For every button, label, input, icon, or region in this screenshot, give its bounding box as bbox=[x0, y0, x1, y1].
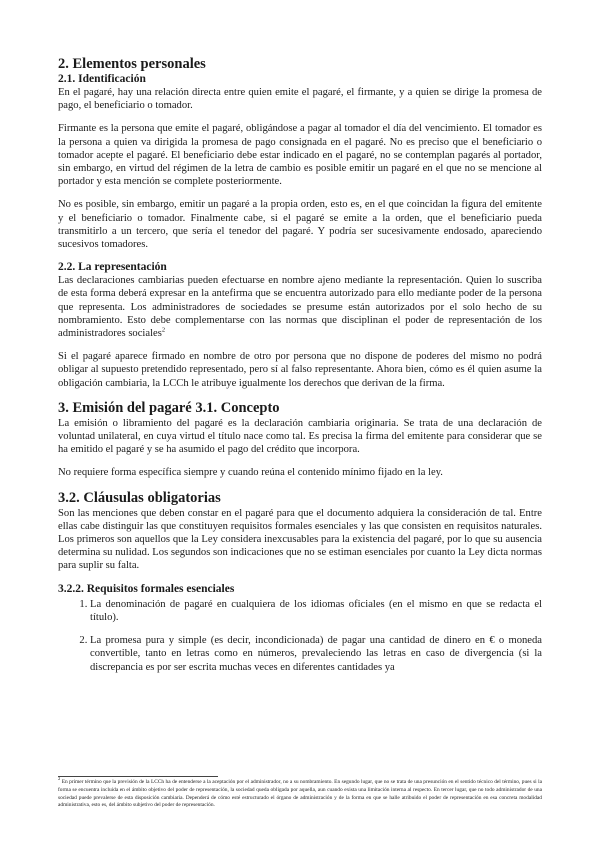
footnote bbox=[58, 776, 542, 810]
section-2-2-paragraph-2: Si el pagaré aparece firmado en nombre de otro por persona que no dispone de poderes del mismo no podrá obligar al supuesto pretendido representado, pero sí al falso representante. Ahora bien, cómo es él quien asume la obligación cambiaria, la LCCh le atribuye igualmente los derechos que derivan de la firma. bbox=[58, 351, 542, 389]
section-2-heading: 2. Elementos personales bbox=[58, 56, 206, 72]
list-item: 1. La denominación de pagaré en cualquiera de los idiomas oficiales (en el mismo en que se redacta el título). bbox=[90, 598, 542, 624]
section-2-1-heading: 2.1. Identificación bbox=[58, 73, 146, 85]
section-3-2-heading: 3.2. Cláusulas obligatorias bbox=[58, 489, 221, 506]
section-3-2-2-heading: 3.2.2. Requisitos formales esenciales bbox=[58, 582, 235, 595]
requirements-list bbox=[58, 598, 542, 674]
footnote-ref[interactable]: 2 bbox=[161, 326, 166, 334]
footnote-number: 2 bbox=[58, 776, 61, 782]
footnote-divider bbox=[58, 776, 218, 777]
section-2-2-paragraph-1-text: Las declaraciones cambiarias pueden efectuarse en nombre ajeno mediante la representación. Quien lo suscriba de esta forma deberá expresar en la antefirma que se encuentra autorizado para ello mediante poder de la persona que representa. Los administradores de sociedades se presume están autorizados por el solo hecho de su nombramiento. Esto debe complementarse con las normas que disciplinan el poder de representación de los administradores sociales bbox=[58, 275, 542, 340]
footnote-text: En primer término que la previsión de la LCCh ha de entenderse a la aceptación por el administrador, no a su nombramiento. En segundo lugar, que no se trata de una presunción en el sentido técnico del término, pues si la forma se encuentra incluida en el ámbito objetivo del poder de representación, la sociedad queda obligada por aquella, aun cuando exista una limitación interna al respecto. En tercer lugar, que no todo administrador de una sociedad puede prevalerse de esta disposición cambiaria. Dependerá de cómo esté estructurado el órgano de administración y de la forma en que se halle atribuido el poder de representación en esa concreta modalidad administrativa, esto es, del ámbito subjetivo del poder de representación. bbox=[58, 779, 542, 809]
section-2-2-paragraph-1 bbox=[58, 274, 542, 340]
section-2-1-paragraph-3: No es posible, sin embargo, emitir un pagaré a la propia orden, esto es, en el que coincidan la figura del emitente y el beneficiario o tomador. Finalmente cabe, si el pagaré se emite a la orden, que el beneficiario pueda transmitirlo a un tercero, que sería el tenedor del pagaré. Y podría ser sucesivamente endosado, apareciendo sucesivos tomadores. bbox=[58, 199, 542, 251]
list-item: 2. La promesa pura y simple (es decir, incondicionada) de pagar una cantidad de dinero en € o moneda convertible, tanto en letras como en números, prevaleciendo las letras en caso de divergencia (si la discrepancia es por ser escrita muchas veces en diferentes cantidades ya bbox=[90, 634, 542, 674]
document-page bbox=[58, 56, 542, 684]
section-2-1-paragraph-2: Firmante es la persona que emite el pagaré, obligándose a pagar al tomador el día del vencimiento. El tomador es la persona a quien va dirigida la promesa de pago consignada en el pagaré. No es preciso que el beneficiario o tomador acepte el pagaré. El beneficiario debe estar indicado en el pagaré, no se contemplan pagarés al portador, sin embargo, en virtud del régimen de la letra de cambio es posible emitir un pagaré en el que no se mencione al portador y esta mención se complete posteriormente. bbox=[58, 123, 542, 188]
section-2-2-heading: 2.2. La representación bbox=[58, 261, 167, 274]
section-3-heading: 3. Emisión del pagaré 3.1. Concepto bbox=[58, 399, 280, 416]
section-3-2-paragraph-1: Son las menciones que deben constar en el pagaré para que el documento adquiera la consideración de tal. Entre ellas cabe distinguir las que constituyen requisitos formales esenciales y las que consisten en requisitos naturales. Los primeros son aquellos que la Ley considera inexcusables para la existencia del pagaré, por lo que su ausencia determina su nulidad. Los segundos son indicaciones que no se estiman esenciales por cuanto la Ley dicta normas para suplir su falta. bbox=[58, 507, 542, 572]
section-2-1-paragraph-1: En el pagaré, hay una relación directa entre quien emite el pagaré, el firmante, y a quien se dirige la promesa de pago, el beneficiario o tomador. bbox=[58, 87, 542, 112]
section-3-1-paragraph-1: La emisión o libramiento del pagaré es la declaración cambiaria originaria. Se trata de una declaración de voluntad unilateral, en cuya virtud el título nace como tal. Es precisa la firma del emitente para considerar que se ha emitido el pagaré y se ha asumido el pago del crédito que incorpora. bbox=[58, 417, 542, 456]
section-3-1-paragraph-2: No requiere forma específica siempre y cuando reúna el contenido mínimo fijado en la ley. bbox=[58, 467, 443, 479]
